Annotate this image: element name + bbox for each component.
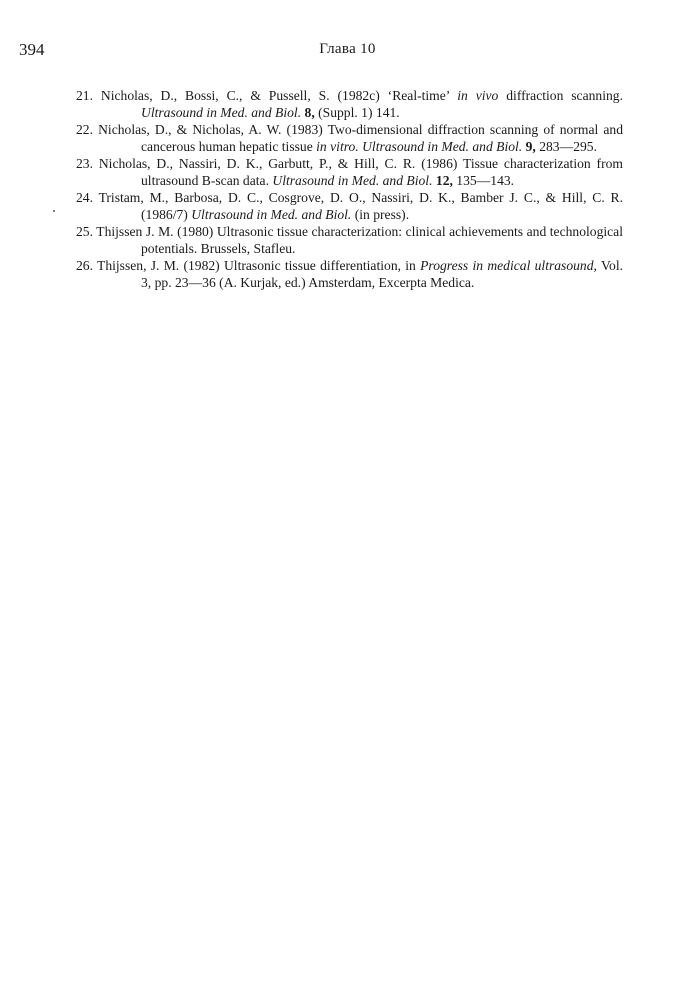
reference-item <box>76 189 623 223</box>
reference-item <box>76 87 623 121</box>
reference-list <box>76 87 623 291</box>
reference-number: 25. <box>76 224 93 239</box>
reference-text: diffraction scanning. <box>498 88 623 103</box>
reference-volume: 8, <box>304 105 315 120</box>
reference-text: Thijssen, J. M. (1982) Ultrasonic tissue differentiation, in <box>97 258 421 273</box>
reference-number: 23. <box>76 156 93 171</box>
reference-text: Tristam, M., Barbosa, D. C., Cosgrove, D. O., Nassiri, D. K., Bamber J. C., & Hill, C. R. (1986/7) <box>98 190 623 222</box>
reference-item <box>76 121 623 155</box>
reference-text: Thijssen J. M. (1980) Ultrasonic tissue characterization: clinical achievements and technological potentials. Brussels, Stafleu. <box>96 224 623 256</box>
reference-text: 135—143. <box>452 173 515 188</box>
running-title: Глава 10 <box>319 41 376 57</box>
stray-dot-mark <box>53 210 55 212</box>
reference-text: 283—295. <box>535 139 597 154</box>
reference-number: 21. <box>76 88 93 103</box>
reference-italic-text: Ultrasound in Med. and Biol. <box>272 173 433 188</box>
reference-text: Nicholas, D., Bossi, C., & Pussell, S. (1982c) ‘Real-time’ <box>100 88 458 103</box>
reference-number: 22. <box>76 122 93 137</box>
reference-number: 24. <box>76 190 93 205</box>
reference-volume: 9, <box>525 139 536 154</box>
reference-number: 26. <box>76 258 93 273</box>
reference-italic-text: Progress in medical ultrasound, <box>420 258 597 273</box>
reference-text: Nicholas, D., Nassiri, D. K., Garbutt, P., & Hill, C. R. (1986) Tissue characterization from ultrasound B-scan data. <box>98 156 623 188</box>
reference-text: (in press). <box>351 207 410 222</box>
reference-italic-text: Ultrasound in Med. and Biol. <box>191 207 352 222</box>
reference-italic-text: in vitro. Ultrasound in Med. and Biol. <box>316 139 523 154</box>
reference-text: (Suppl. 1) 141. <box>314 105 400 120</box>
reference-text: Vol. 3, pp. 23—36 (A. Kurjak, ed.) Amsterdam, Excerpta Medica. <box>141 258 623 290</box>
reference-italic-text: Ultrasound in Med. and Biol. <box>141 105 302 120</box>
reference-item <box>76 223 623 257</box>
reference-italic-text: in vivo <box>457 88 499 103</box>
reference-volume: 12, <box>435 173 453 188</box>
reference-item <box>76 155 623 189</box>
reference-item <box>76 257 623 291</box>
page-number: 394 <box>19 40 45 59</box>
reference-text: Nicholas, D., & Nicholas, A. W. (1983) Two-dimensional diffraction scanning of normal and cancerous human hepatic tissue <box>98 122 623 154</box>
